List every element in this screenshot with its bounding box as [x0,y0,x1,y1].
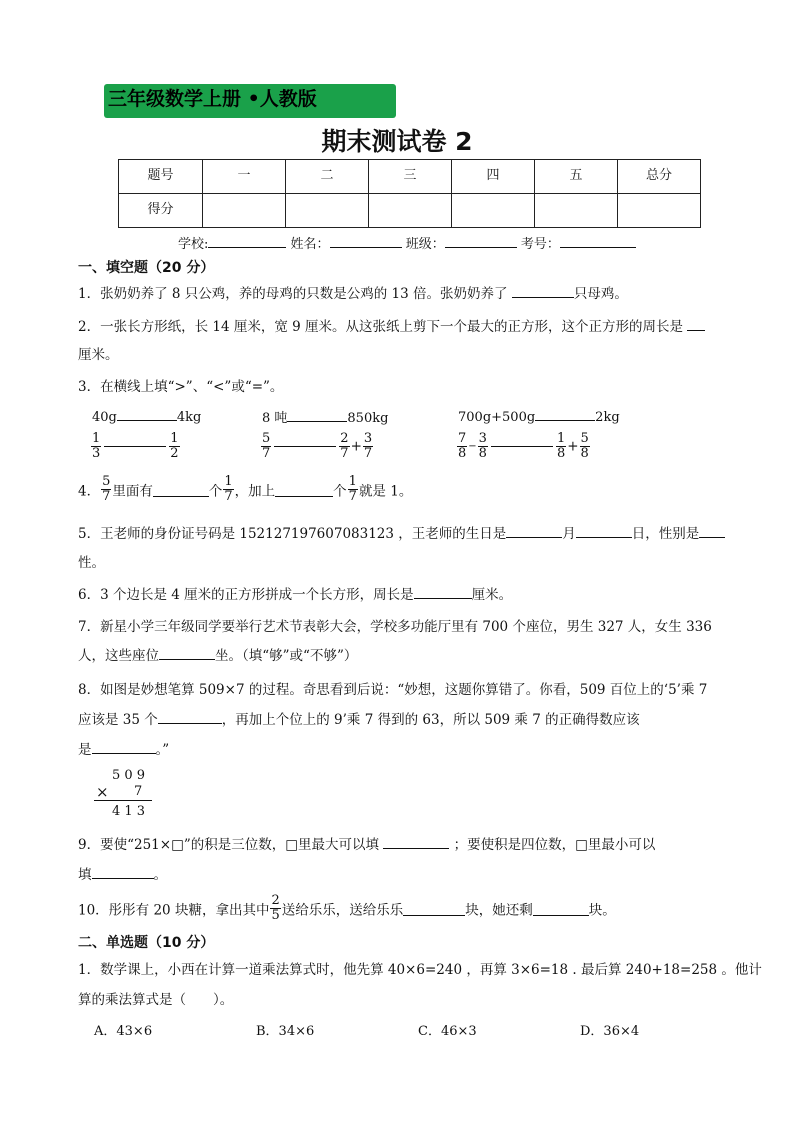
mc-question-1: 1．数学课上，小西在计算一道乘法算式时，他先算 40×6=240 ，再算 3×6=18 . 最后算 240+18=258 。他计 [78,962,762,978]
school-label: 学校: [178,237,209,252]
answer-blank[interactable] [535,407,595,421]
answer-blank[interactable] [414,585,472,599]
fraction: $\frac{2}{5}$ [271,893,280,923]
answer-blank[interactable] [104,446,166,447]
fraction: $\frac{1}{7}$ [224,474,233,504]
school-blank[interactable] [208,234,286,248]
answer-blank[interactable] [576,524,632,538]
question-10: 10．彤彤有 20 块糖，拿出其中 $\frac{2}{5}$ 送给乐乐，送给乐乐 块，她还剩 块。 [78,893,616,923]
calc-multiplier: 7 [134,784,143,799]
answer-blank[interactable] [159,646,215,660]
question-1: 1．张奶奶养了 8 只公鸡，养的母鸡的只数是公鸡的 13 倍。张奶奶养了 只母鸡。 [78,286,628,302]
compare-b2: $\frac{5}{7}$ $\frac{2}{7}$ + $\frac{3}{7}$ [262,431,373,461]
compare-a2 [90,432,181,461]
answer-blank[interactable] [287,408,347,422]
question-2-cont: 厘米。 [78,347,119,363]
option-b[interactable]: B．34×6 [256,1024,315,1039]
question-3: 3．在横线上填“>”、“<”或“=”。 [78,379,284,395]
compare-a1: 40g 4kg [92,407,201,425]
answer-blank[interactable] [92,865,154,879]
calc-operator: × [96,783,109,801]
table-row [119,194,701,228]
answer-blank[interactable] [491,446,553,447]
calc-result: 4 1 3 [112,804,146,819]
option-d[interactable]: D．36×4 [580,1024,640,1039]
section-title: 一、填空题（20 分） [78,260,215,276]
page-title: 期末测试卷 2 [321,127,473,156]
table-cell: 总分 [618,160,701,194]
fraction: $\frac{5}{7}$ [262,431,271,461]
answer-blank[interactable] [533,902,589,916]
score-table [118,159,701,228]
question-6: 6．3 个边长是 4 厘米的正方形拼成一个长方形，周长是 厘米。 [78,587,513,603]
exam-no-label: 考号： [520,237,560,252]
class-label: 班级： [405,237,445,252]
question-4: 4． $\frac{5}{7}$ 里面有 个 $\frac{1}{7}$ ，加上 个 $\frac{1}{7}$ 就是 1。 [78,474,413,504]
table-cell: 得分 [119,194,203,228]
answer-blank[interactable] [274,446,336,447]
compare-c2: $\frac{7}{8}$ − $\frac{3}{8}$ $\frac{1}{8}$ + $\frac{5}{8}$ [458,431,589,461]
question-8-cont: 应该是 35 个 ，再加上个位上的 9’乘 7 得到的 63，所以 509 乘 7 的正确得数应该 [78,712,640,728]
question-8: 8．如图是妙想笔算 509×7 的过程。奇思看到后说：“妙想，这题你算错了。你看，509 百位上的‘5’乘 7 [78,682,708,698]
answer-blank[interactable] [117,407,177,421]
table-cell: 一 [203,160,286,194]
score-input-cell[interactable] [452,194,535,228]
answer-blank[interactable] [92,740,156,754]
score-input-cell[interactable] [535,194,618,228]
answer-blank[interactable] [383,835,449,849]
table-cell: 三 [369,160,452,194]
answer-blank[interactable] [158,710,222,724]
answer-blank[interactable] [275,483,333,497]
answer-blank[interactable] [153,483,209,497]
grade-badge: 三年级数学上册 •人教版 [104,84,396,118]
question-5-cont: 性。 [78,555,105,571]
student-info-line [178,233,636,252]
answer-blank[interactable] [506,524,562,538]
answer-blank[interactable] [403,902,465,916]
question-9-cont: 填 。 [78,867,167,883]
fraction: $\frac{5}{7}$ [102,474,111,504]
question-9: 9．要使“251×□”的积是三位数，□里最大可以填 ；要使积是四位数，□里最小可以 [78,837,656,853]
option-c[interactable]: C．46×3 [418,1024,477,1039]
fraction: $\frac{1}{3}$ [92,431,101,461]
table-row [119,160,701,194]
answer-blank[interactable] [687,317,705,331]
answer-blank[interactable] [512,284,574,298]
score-input-cell[interactable] [618,194,701,228]
answer-blank[interactable] [699,524,725,538]
compare-c1: 700g+500g 2kg [458,407,620,425]
fraction: $\frac{7}{8}$ [458,431,467,461]
calc-multiplicand: 5 0 9 [112,768,146,783]
option-a[interactable]: A．43×6 [94,1024,153,1039]
fraction: $\frac{3}{8}$ [478,431,487,461]
fraction: $\frac{3}{7}$ [363,431,373,461]
score-input-cell[interactable] [203,194,286,228]
score-input-cell[interactable] [369,194,452,228]
mc-question-1-cont: 算的乘法算式是（ ）。 [78,992,234,1008]
compare-b1: 8 吨 850kg [262,407,388,426]
question-7: 7．新星小学三年级同学要举行艺术节表彰大会，学校多功能厅里有 700 个座位，男生 327 人，女生 336 [78,619,712,635]
calc-rule [94,800,152,801]
question-7-cont: 人，这些座位 坐。（填“够”或“不够”） [78,648,358,664]
table-cell: 四 [452,160,535,194]
section-title: 二、单选题（10 分） [78,935,215,951]
question-2: 2．一张长方形纸，长 14 厘米，宽 9 厘米。从这张纸上剪下一个最大的正方形，这个正方形的周长是 [78,315,705,335]
score-input-cell[interactable] [286,194,369,228]
fraction: $\frac{1}{8}$ [556,431,566,461]
fraction: $\frac{1}{2}$ [170,431,179,461]
class-blank[interactable] [445,234,517,248]
fraction: $\frac{1}{7}$ [348,474,357,504]
table-cell: 五 [535,160,618,194]
question-8-cont2: 是 。” [78,742,170,758]
question-5: 5．王老师的身份证号码是 152127197607083123 ，王老师的生日是 月 日，性别是 [78,522,725,542]
name-label: 姓名： [290,237,330,252]
table-cell: 二 [286,160,369,194]
name-blank[interactable] [330,234,402,248]
fraction: $\frac{2}{7}$ [340,431,349,461]
fraction: $\frac{5}{8}$ [580,431,589,461]
exam-no-blank[interactable] [560,234,636,248]
table-cell: 题号 [119,160,203,194]
